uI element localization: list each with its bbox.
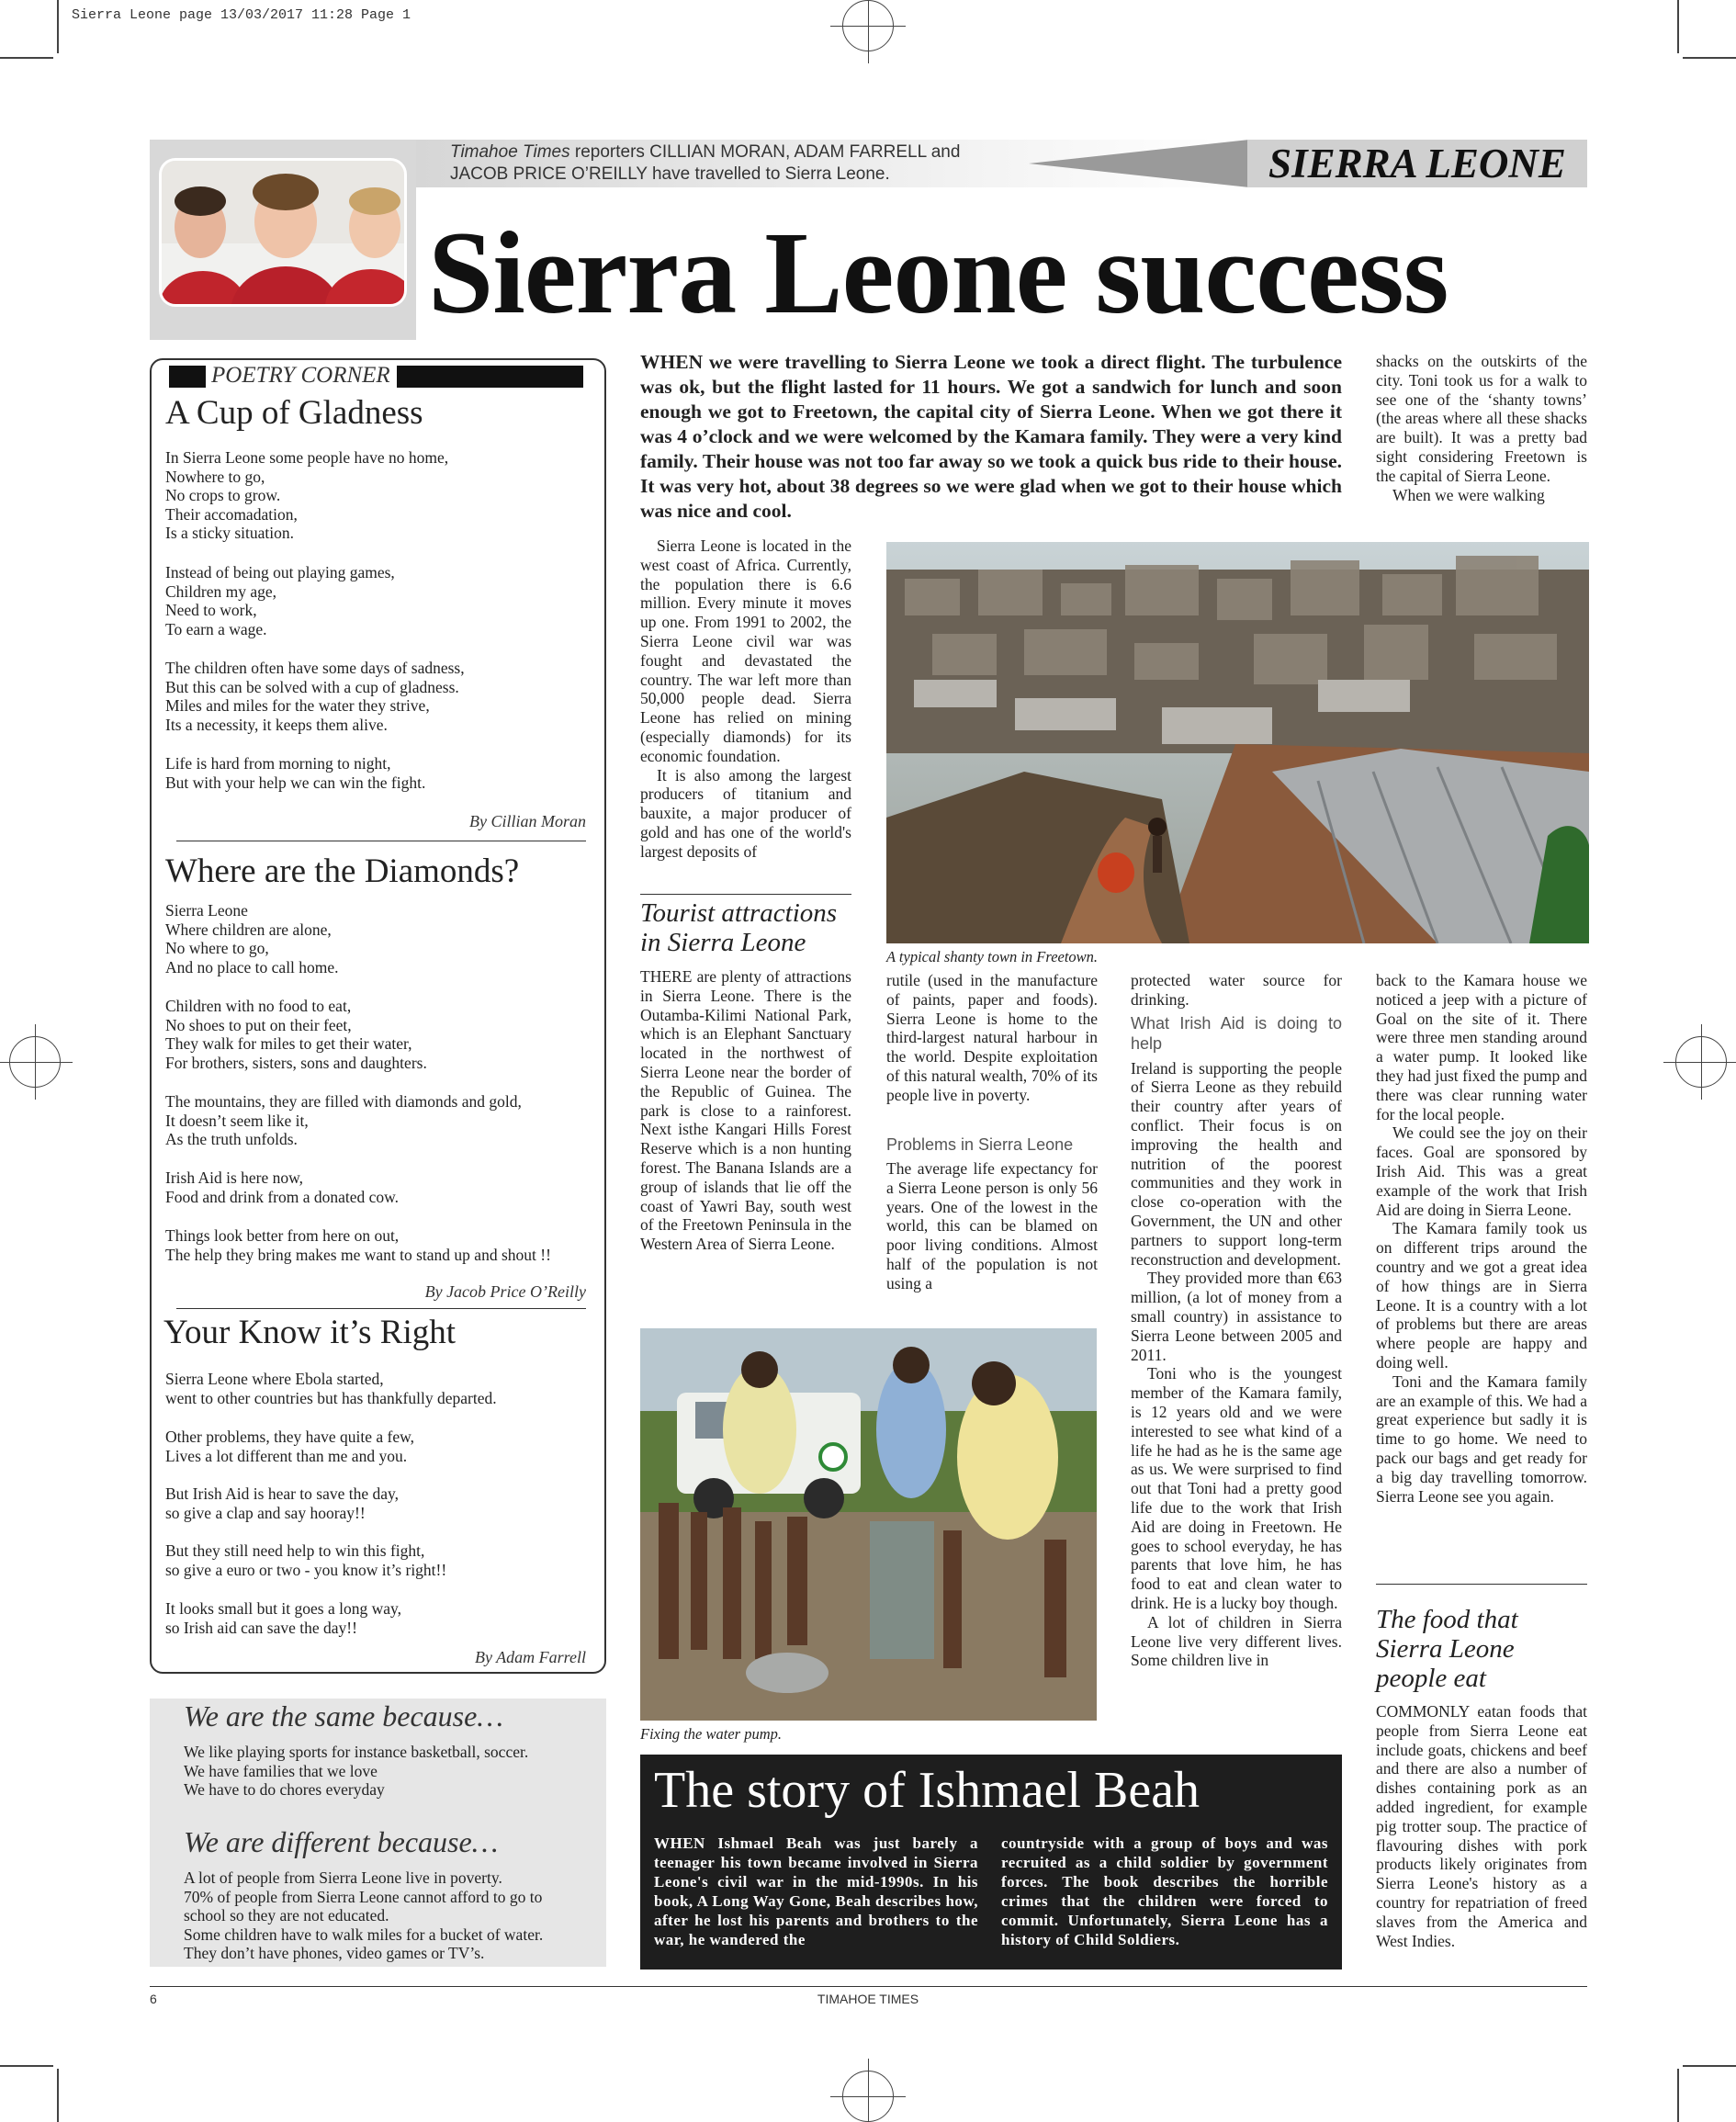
poem [165, 393, 588, 433]
footer-rule [150, 1986, 1587, 1987]
poem-line: Where children are alone, [165, 920, 332, 939]
divider [176, 1308, 586, 1309]
paragraph: Toni and the Kamara family are an example of this. We had a great experience but sadly it is time to go home. We need to pack our bags and get ready for a big day travelling tomorrow. Sierra Leone see you again. [1376, 1371, 1587, 1506]
poem-line: Its a necessity, it keeps them alive. [165, 715, 388, 734]
poem-byline: By Adam Farrell [475, 1648, 586, 1666]
different-line: Some children have to walk miles for a bucket of water. [184, 1924, 544, 1944]
reporters-credit [450, 141, 1020, 186]
crop-mark [1683, 57, 1736, 59]
poem-line: Instead of being out playing games, [165, 563, 395, 581]
paragraph: back to the Kamara house we noticed a jeep with a picture of Goal on the site of it. There were three men standing around a water pump. It looked like they had just fixed the pump and there was clear running water for the local people. [1376, 971, 1587, 1123]
poem-title: A Cup of Gladness [165, 394, 423, 432]
divider [1376, 1584, 1587, 1585]
poem-stanza [165, 1541, 597, 1579]
poem-line: so give a euro or two - you know it’s right!! [165, 1560, 447, 1579]
poem-line: But they still need help to win this fight, [165, 1541, 425, 1560]
registration-mark [842, 2071, 894, 2122]
different-line: school so they are not educated. [184, 1906, 389, 1924]
different-line: 70% of people from Sierra Leone cannot afford to go to [184, 1887, 543, 1906]
crop-mark [57, 0, 59, 53]
poem-stanza [165, 1370, 597, 1407]
poem-line: so Irish aid can save the day!! [165, 1618, 357, 1637]
poem-line: Things look better from here on out, [165, 1226, 400, 1245]
crop-mark [0, 2065, 53, 2067]
different-line: They don’t have phones, video games or TV’s. [184, 1944, 485, 1962]
paragraph: The Kamara family took us on different trips around the country and we got a great idea of how things are in Sierra Leone. It is a country with a lot of problems but there are areas where people are happy and doing well. [1376, 1219, 1587, 1371]
poem-line: Sierra Leone where Ebola started, [165, 1370, 384, 1388]
poem-byline: By Jacob Price O’Reilly [424, 1282, 586, 1301]
same-line: We have to do chores everyday [184, 1780, 385, 1799]
different-line: A lot of people from Sierra Leone live in poverty. [184, 1868, 502, 1887]
reporters-photo [159, 158, 407, 307]
paragraph: Sierra Leone is located in the west coast of Africa. Currently, the population there is 6.6 million. Every minute it moves up one. From 1991 to 2002, the Sierra Leone civil war was fought and devastated the country. The war left more than 50,000 people dead. Sierra Leone has relied on mining (especially diamonds) for its economic foundation. [640, 536, 851, 765]
irish-aid-heading: What Irish Aid is doing to help [1131, 1013, 1342, 1053]
problems-text: The average life expectancy for a Sierra Leone person is only 56 years. One of the lowest in the world, this can be blamed on poor living conditions. Almost half of the population is not using a [886, 1159, 1098, 1292]
label-bar [169, 366, 206, 388]
column-3 [1131, 971, 1342, 1670]
crop-mark [1683, 2065, 1736, 2067]
column-1 [640, 536, 851, 862]
poem-line: Other problems, they have quite a few, [165, 1428, 414, 1446]
poem-line: And no place to call home. [165, 957, 339, 976]
poem-line: went to other countries but has thankfully departed. [165, 1388, 497, 1407]
paragraph: A lot of children in Sierra Leone live very different lives. Some children live in [1131, 1612, 1342, 1670]
section-tag: SIERRA LEONE [1247, 140, 1587, 187]
poem-line: The children often have some days of sadness, [165, 659, 465, 677]
poem-byline: By Cillian Moran [469, 812, 586, 830]
food-text: COMMONLY eatan foods that people from Sierra Leone eat include goats, chickens and beef and there are also a number of dishes containing pork as an added ingredient, for example pig trotter soup. The practice of flavouring dishes with pork products likely originates from Sierra Leone's history as a country for repatriation of freed slaves from the America and West Indies. [1376, 1702, 1587, 1950]
water-pump-photo [640, 1328, 1097, 1721]
poem-stanza [165, 1226, 597, 1264]
same-line: We have families that we love [184, 1761, 378, 1780]
poem-line: The mountains, they are filled with diamonds and gold, [165, 1092, 522, 1111]
paragraph: Toni who is the youngest member of the Kamara family, is 12 years old and we were interested to see what kind of a life he had as he is the same age as us. We were surprised to find out that Toni had a pretty good life due to the work that Irish Aid are doing in Freetown. He goes to school everyday, he has parents that love him, he has food to eat and clean water to drink. He is a lucky boy though. [1131, 1364, 1342, 1612]
story-column-1: WHEN Ishmael Beah was just barely a teenager his town became involved in Sierra Leone's civil war in the mid-1990s. In his book, A Long Way Gone, Beah describes how, after he lost his parents and brothers to the war, he wandered the [654, 1834, 978, 1948]
label-text: POETRY CORNER [211, 363, 390, 388]
crop-mark [1677, 0, 1679, 53]
poem-stanza [165, 997, 597, 1072]
poem-stanza [165, 1092, 597, 1149]
poem-line: Lives a lot different than me and you. [165, 1446, 408, 1465]
poem-title: Your Know it’s Right [163, 1314, 457, 1351]
poem-line: Miles and miles for the water they strive, [165, 696, 430, 715]
page-headline: Sierra Leone success [428, 208, 1449, 338]
different-list [184, 1868, 597, 1963]
story-column-2: countryside with a group of boys and was recruited as a child soldier by government forces. The book describes the horrible crimes that the children were forced to commit. Unfortunately, Sierra Leone has a history of Child Soldiers. [1001, 1834, 1328, 1948]
poem-line: Children my age, [165, 581, 277, 601]
article-lead: WHEN we were travelling to Sierra Leone we took a direct flight. The turbulence was ok, but the flight lasted for 11 hours. We got a sandwich for lunch and soon enough we got to Freetown, the capital city of Sierra Leone. When we got there it was 4 o’clock and we were welcomed by the Kamara family. They were a very kind family. Their house was not too far away so we took a quick bus ride to their house. It was very hot, about 38 degrees so we were glad when we got to their house which was nice and cool. [640, 351, 1342, 522]
poem-stanza [165, 448, 588, 543]
same-list [184, 1743, 597, 1800]
paragraph: We could see the joy on their faces. Goal are sponsored by Irish Aid. This was a great example of the work that Irish Aid are doing in Sierra Leone. [1376, 1123, 1587, 1219]
poem-stanza [165, 659, 588, 734]
poem-stanza [165, 1168, 597, 1206]
poem-stanza [165, 1428, 597, 1465]
poem-stanza [165, 1484, 597, 1522]
poem-line: Irish Aid is here now, [165, 1168, 304, 1187]
poem-stanza [165, 563, 588, 638]
photo-caption: Fixing the water pump. [640, 1725, 782, 1743]
paragraph: They provided more than €63 million, (a lot of money from a small country) in assistance to Sierra Leone between 2005 and 2011. [1131, 1269, 1342, 1364]
registration-mark [842, 0, 894, 51]
tourist-heading: Tourist attractions in Sierra Leone [640, 898, 838, 957]
poem-line: As the truth unfolds. [165, 1130, 298, 1148]
divider [640, 894, 851, 895]
story-title: The story of Ishmael Beah [654, 1762, 1201, 1819]
problems-heading: Problems in Sierra Leone [886, 1135, 1074, 1154]
poem-title: Where are the Diamonds? [165, 852, 520, 890]
poem-line: It doesn’t seem like it, [165, 1111, 309, 1130]
poem-line: Need to work, [165, 601, 257, 619]
food-heading: The food that Sierra Leone people eat [1376, 1605, 1518, 1693]
registration-mark [9, 1036, 61, 1088]
paper-name: Timahoe Times [450, 142, 570, 162]
poem-stanza [165, 1599, 597, 1637]
poem-line: Children with no food to eat, [165, 997, 352, 1015]
poetry-corner-label [167, 363, 585, 390]
paragraph: Ireland is supporting the people of Sierra Leone as they rebuild their country after years of conflict. Their focus is on improving the health and nutrition of the poorest communities and they work in close co-operation with the Government, the UN and other partners to support long-term reconstruction and development. [1131, 1058, 1342, 1269]
poem-line: They walk for miles to get their water, [165, 1034, 412, 1053]
poem-line: To earn a wage. [165, 619, 267, 638]
label-bar [397, 366, 583, 388]
poem-line: The help they bring makes me want to stand up and shout !! [165, 1245, 551, 1264]
paragraph: protected water source for drinking. [1131, 971, 1342, 1009]
column-4 [1376, 971, 1587, 1506]
poem-line: For brothers, sisters, sons and daughters. [165, 1053, 427, 1072]
poem-stanza [165, 901, 597, 976]
poem-line: It looks small but it goes a long way, [165, 1599, 401, 1618]
poem-line: But with your help we can win the fight. [165, 773, 426, 792]
poem-line: so give a clap and say hooray!! [165, 1503, 366, 1522]
different-title: We are different because… [184, 1825, 499, 1858]
poem-line: Food and drink from a donated cow. [165, 1187, 400, 1206]
poem-line: Is a sticky situation. [165, 524, 294, 542]
crop-mark [0, 57, 53, 59]
paragraph: shacks on the outskirts of the city. Toni took us for a walk to see one of the ‘shanty towns’ (the areas where all these shacks are built). It was a pretty bad sight considering Freetown is the capital of Sierra Leone. [1376, 352, 1587, 485]
poem-line: No crops to grow. [165, 486, 281, 504]
paragraph: When we were walking [1392, 485, 1545, 504]
poem-line: Sierra Leone [165, 901, 248, 920]
poem-line: In Sierra Leone some people have no home, [165, 448, 449, 467]
registration-mark [1675, 1036, 1727, 1088]
poem-line: No shoes to put on their feet, [165, 1015, 352, 1034]
reporters-text: reporters CILLIAN MORAN, ADAM FARRELL and JACOB PRICE O’REILLY have travelled to Sierra Leone. [450, 142, 961, 184]
tourist-text: THERE are plenty of attractions in Sierra Leone. There is the Outamba-Kilimi National Park, which is an Elephant Sanctuary located in the northwest of Sierra Leone near the border of the Republic of Guinea. The park is close to a rainforest. Next isthe Kangari Hills Forest Reserve which is a non hunting forest. The Banana Islands are a group of islands that lie off the coast of Yawri Bay, south west of the Freetown Peninsula in the Western Area of Sierra Leone. [640, 967, 851, 1254]
print-slug: Sierra Leone page 13/03/2017 11:28 Page 1 [72, 7, 411, 23]
paper-name-footer: TIMAHOE TIMES [817, 1992, 919, 2006]
poem-line: Their accomadation, [165, 504, 298, 524]
poem-line: Life is hard from morning to night, [165, 754, 391, 773]
paragraph: rutile (used in the manufacture of paints, paper and foods). Sierra Leone is home to the third-largest natural harbour in the world. Despite exploitation of this natural wealth, 70% of its people live in poverty. [886, 971, 1098, 1104]
page-number: 6 [150, 1992, 157, 2006]
poem-line: Nowhere to go, [165, 467, 265, 486]
paragraph: It is also among the largest producers of titanium and bauxite, a major producer of gold and has one of the world's largest deposits of [640, 765, 851, 861]
column-right-top [1376, 352, 1587, 504]
shanty-town-photo [886, 542, 1589, 943]
photo-caption: A typical shanty town in Freetown. [886, 948, 1099, 965]
same-title: We are the same because… [184, 1699, 503, 1733]
crop-mark [57, 2069, 59, 2122]
same-line: We like playing sports for instance basketball, soccer. [184, 1743, 529, 1761]
poem-line: But this can be solved with a cup of gladness. [165, 677, 459, 696]
poem-stanza [165, 754, 588, 792]
crop-mark [1677, 2069, 1679, 2122]
poem-line: No where to go, [165, 939, 269, 957]
column-2 [886, 971, 1098, 1105]
poem-line: But Irish Aid is hear to save the day, [165, 1484, 400, 1503]
